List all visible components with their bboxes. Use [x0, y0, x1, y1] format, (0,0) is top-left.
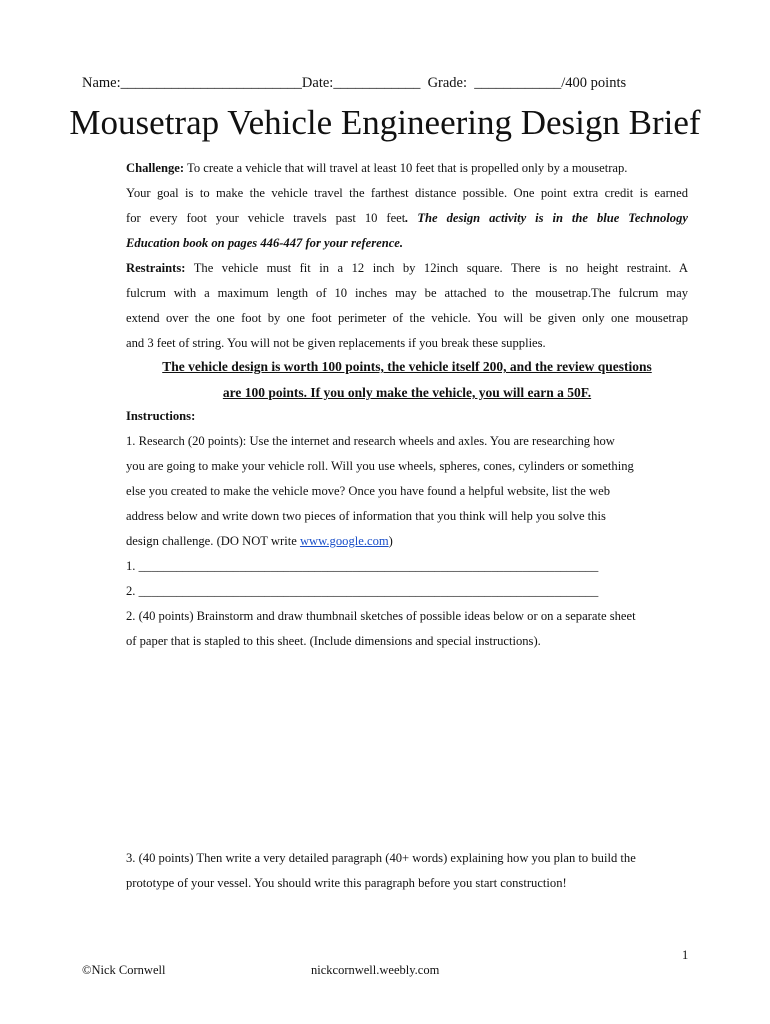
step1-line-3: else you created to make the vehicle move? Once you have found a helpful website, list the web	[126, 484, 610, 498]
answer-blank-2[interactable]: 2. _________________________________________________________________________	[126, 584, 599, 598]
footer-website: nickcornwell.weebly.com	[311, 963, 440, 977]
step1-line-4: address below and write down two pieces of information that you think will help you solve this	[126, 509, 606, 523]
answer-blank-1[interactable]: 1. _________________________________________________________________________	[126, 559, 599, 573]
page-title: Mousetrap Vehicle Engineering Design Brief	[69, 103, 701, 142]
step3-section	[126, 846, 688, 896]
restraints-line-4: and 3 feet of string. You will not be given replacements if you break these supplies.	[126, 336, 546, 350]
restraints-line-2: fulcrum with a maximum length of 10 inches may be attached to the mousetrap.The fulcrum may	[126, 286, 688, 300]
challenge-line-4: Education book on pages 446-447 for your reference.	[126, 236, 404, 250]
page-number: 1	[682, 948, 689, 962]
instructions-section	[126, 404, 688, 654]
restraints-label: Restraints:	[126, 261, 186, 275]
grading-notice-line-1: The vehicle design is worth 100 points, the vehicle itself 200, and the review questions	[162, 359, 652, 374]
challenge-restraints-section	[126, 156, 688, 356]
name-label: Name:	[82, 75, 121, 91]
challenge-label: Challenge:	[126, 161, 185, 175]
grade-blank: ____________	[474, 75, 562, 91]
step3-line-2: prototype of your vessel. You should write this paragraph before you start construction!	[126, 876, 567, 890]
sketch-area[interactable]	[126, 660, 688, 840]
footer-copyright: ©Nick Cornwell	[82, 963, 166, 977]
grading-notice-line-2: are 100 points. If you only make the vehicle, you will earn a 50F.	[222, 385, 592, 400]
header-fields	[82, 75, 626, 92]
step1-line-5: design challenge. (DO NOT write www.google.com)	[126, 534, 393, 548]
step1-line-2: you are going to make your vehicle roll. Will you use wheels, spheres, cones, cylinders or something	[126, 459, 634, 473]
grade-label: Grade:	[427, 75, 468, 91]
restraints-line-1: Restraints: The vehicle must fit in a 12 inch by 12inch square. There is no height restraint. A	[126, 261, 689, 275]
instructions-heading: Instructions:	[126, 409, 196, 423]
points-total: /400 points	[561, 75, 627, 91]
date-blank: ____________	[333, 75, 421, 91]
step3-line-1: 3. (40 points) Then write a very detailed paragraph (40+ words) explaining how you plan to build the	[126, 851, 636, 865]
challenge-line-3: for every foot your vehicle travels past 10 feet. The design activity is in the blue Technology	[126, 211, 688, 225]
step2-line-2: of paper that is stapled to this sheet. (Include dimensions and special instructions).	[126, 634, 541, 648]
restraints-line-3: extend over the one foot by one foot perimeter of the vehicle. You will be given only one mousetrap	[126, 311, 688, 325]
challenge-line-2: Your goal is to make the vehicle travel the farthest distance possible. One point extra credit is earned	[126, 186, 688, 200]
step1-line-1: 1. Research (20 points): Use the internet and research wheels and axles. You are researching how	[126, 434, 615, 448]
step2-line-1: 2. (40 points) Brainstorm and draw thumbnail sketches of possible ideas below or on a separate sheet	[126, 609, 636, 623]
challenge-line-1: Challenge: To create a vehicle that will travel at least 10 feet that is propelled only by a mousetrap.	[126, 161, 628, 175]
google-link[interactable]: www.google.com	[299, 534, 389, 548]
name-blank: _________________________	[120, 75, 302, 91]
date-label: Date:	[301, 75, 334, 91]
